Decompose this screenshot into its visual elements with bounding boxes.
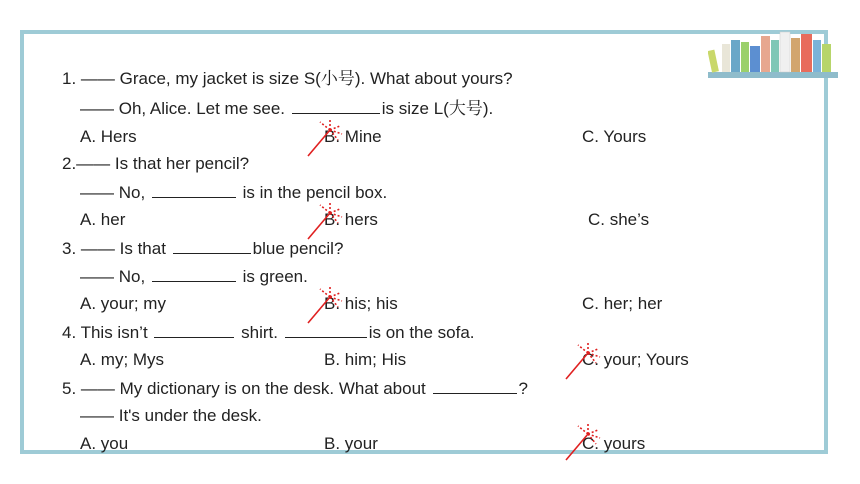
question-3-part-c: —— No,: [80, 267, 150, 286]
question-2-blank-line: [80, 181, 387, 204]
question-2-text: 2.—— Is that her pencil?: [62, 154, 250, 173]
question-1-part-b: is size L(大号).: [381, 99, 494, 118]
option-3c[interactable]: C. her; her: [582, 294, 663, 313]
question-2-part-a: —— No,: [80, 183, 150, 202]
option-4b[interactable]: B. him; His: [324, 350, 407, 369]
option-5a[interactable]: A. you: [80, 434, 129, 453]
question-4-part-b: shirt.: [236, 323, 283, 342]
option-5c[interactable]: C. yours: [582, 434, 646, 453]
answer-blank: [152, 265, 236, 282]
question-1-part-a: —— Oh, Alice. Let me see.: [80, 99, 290, 118]
question-4-part-a: 4. This isn’t: [62, 323, 153, 342]
answer-blank: [285, 321, 367, 338]
option-3b[interactable]: B. his; his: [324, 294, 398, 313]
option-3a[interactable]: A. your; my: [80, 294, 166, 313]
question-4-text: [62, 321, 475, 344]
answer-blank: [154, 321, 234, 338]
option-4a[interactable]: A. my; Mys: [80, 350, 165, 369]
answer-blank: [173, 237, 251, 254]
option-2c[interactable]: C. she’s: [588, 210, 650, 229]
question-4-part-c: is on the sofa.: [368, 323, 475, 342]
question-3-blank-line: [80, 265, 308, 288]
question-3-part-b: blue pencil?: [252, 239, 344, 258]
answer-blank: [433, 377, 517, 394]
option-2a[interactable]: A. her: [80, 210, 126, 229]
question-3-part-d: is green.: [237, 267, 308, 286]
question-5-text: [62, 377, 528, 400]
bookshelf-icon: [708, 28, 838, 80]
option-4c[interactable]: C. your; Yours: [582, 350, 689, 369]
question-3-part-a: 3. —— Is that: [62, 239, 171, 258]
answer-blank: [152, 181, 236, 198]
option-2b[interactable]: B. hers: [324, 210, 378, 229]
option-1c[interactable]: C. Yours: [582, 127, 647, 146]
question-1-blank-line: [80, 97, 493, 120]
option-5b[interactable]: B. your: [324, 434, 378, 453]
question-5-reply: —— It's under the desk.: [80, 406, 262, 425]
option-1a[interactable]: A. Hers: [80, 127, 137, 146]
answer-blank: [292, 97, 380, 114]
question-1-text: 1. —— Grace, my jacket is size S(小号). What about yours?: [62, 69, 513, 88]
question-3-text: [62, 237, 343, 260]
question-5-part-a: 5. —— My dictionary is on the desk. What about: [62, 379, 431, 398]
option-1b[interactable]: B. Mine: [324, 127, 382, 146]
question-5-part-b: ?: [518, 379, 528, 398]
question-2-part-b: is in the pencil box.: [237, 183, 388, 202]
